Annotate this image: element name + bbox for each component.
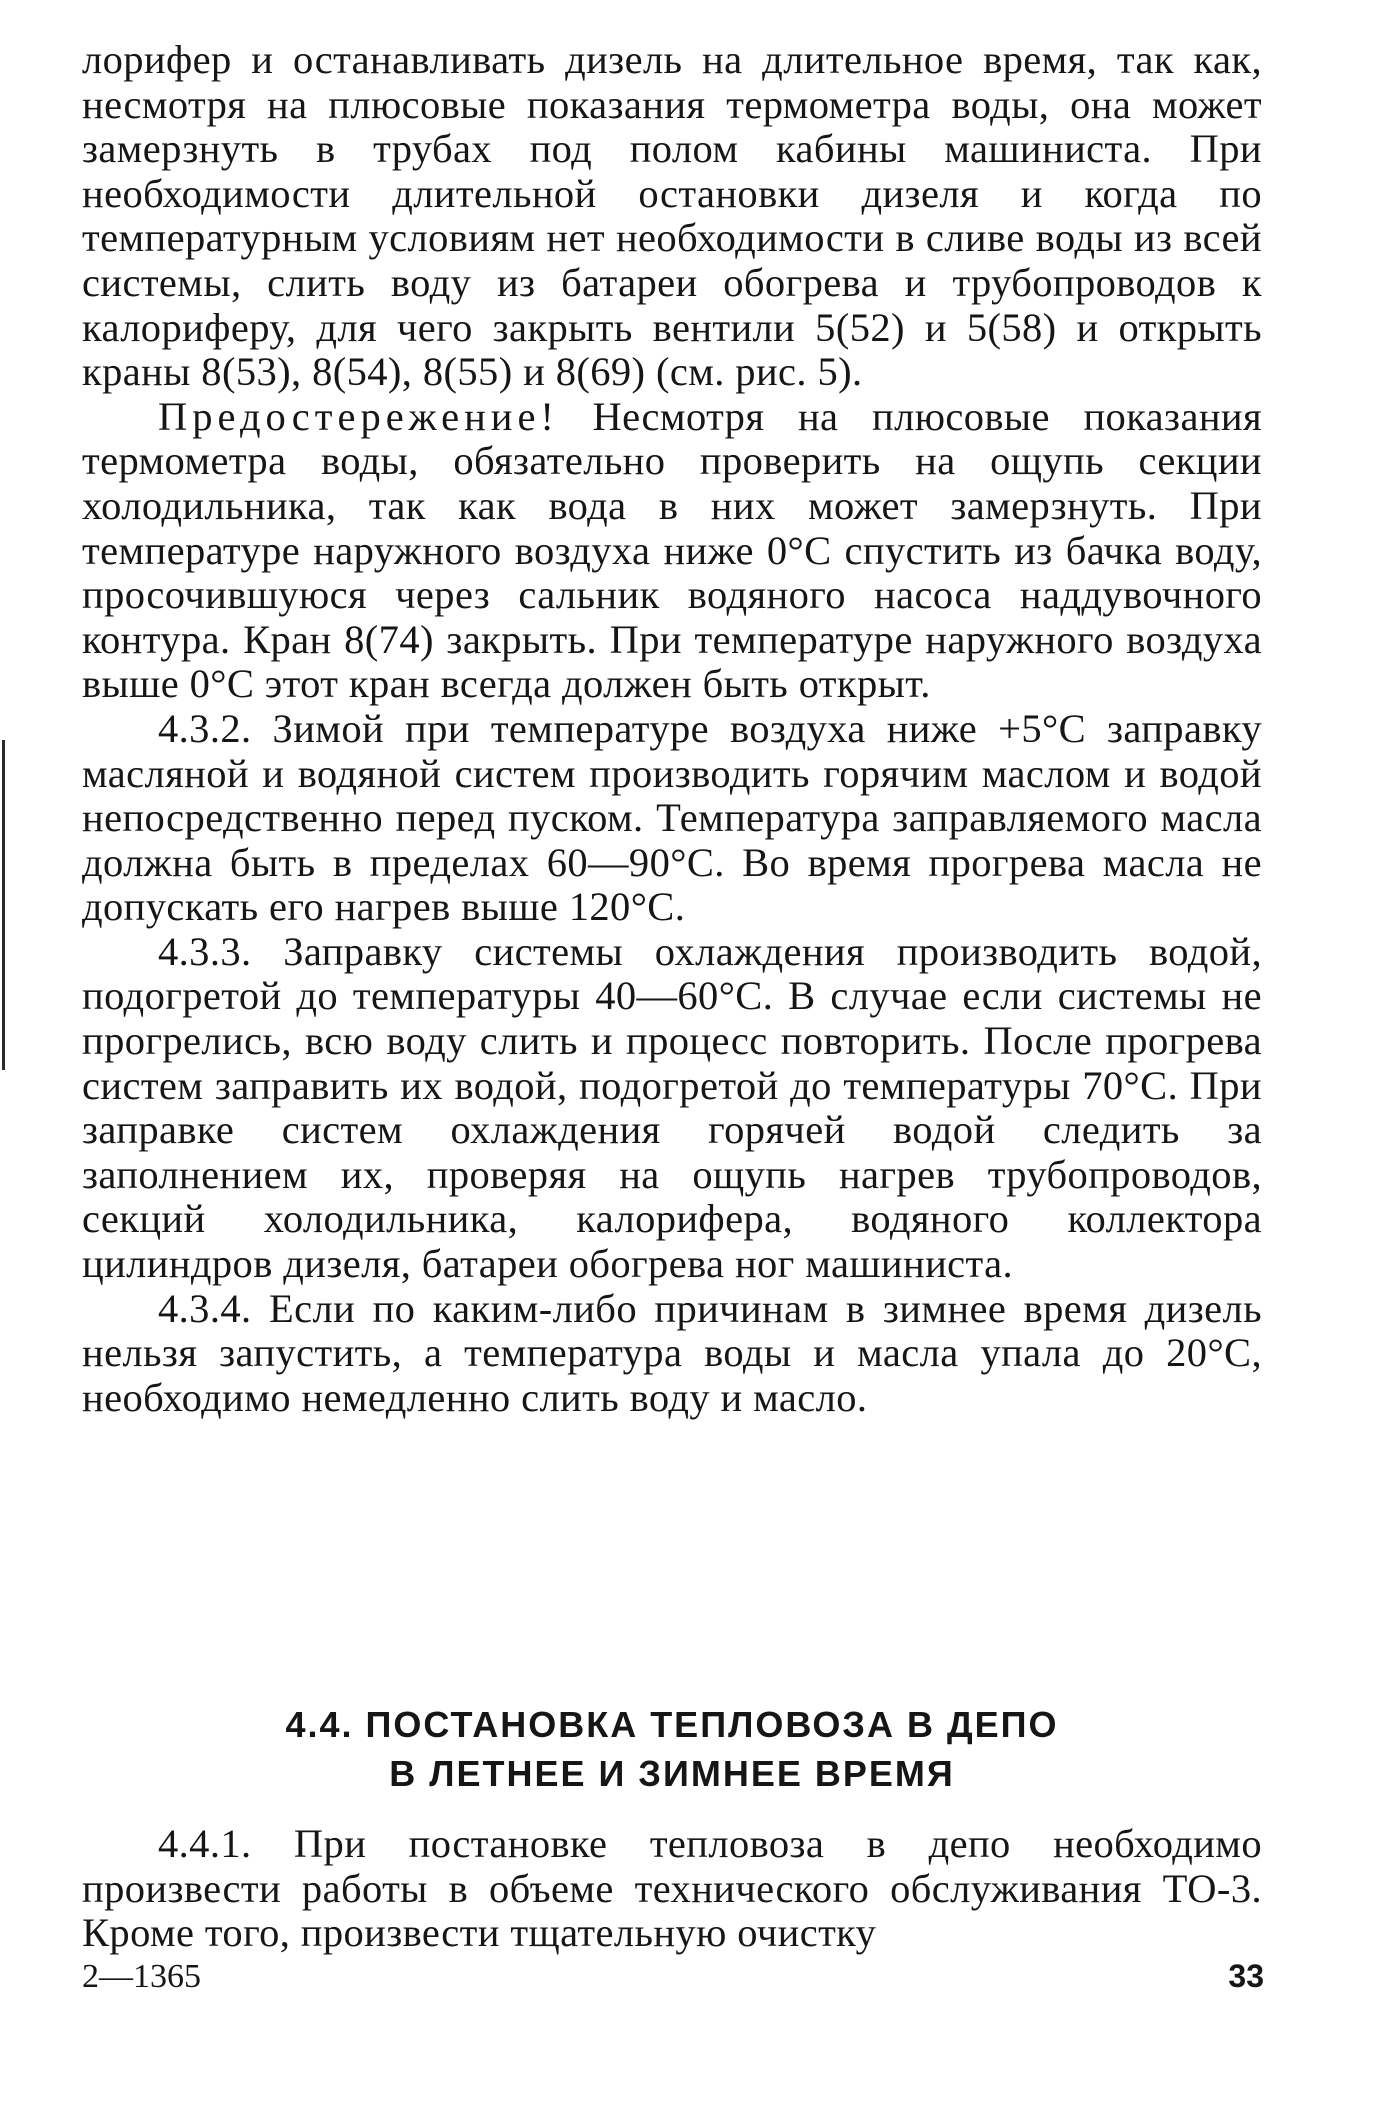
section-heading: [82, 1700, 1262, 1798]
paragraph-4-3-2: 4.3.2. Зимой при температуре воздуха ниже +5°С заправку масляной и водяной систем производить горячим маслом и водой непосредственно перед пуском. Температура заправляемого масла должна быть в пределах 60—90°С. Во время прогрева масла не допускать его нагрев выше 120°С.: [82, 705, 1262, 930]
paragraph-4-3-4: 4.3.4. Если по каким-либо причинам в зимнее время дизель нельзя запустить, а температура воды и масла упала до 20°С, необходимо немедленно слить воду и масло.: [82, 1285, 1262, 1420]
page-number: 33: [1228, 1958, 1264, 1994]
paragraph-draining: лорифер и останавливать дизель на длительное время, так как, несмотря на плюсовые показания термометра воды, она может замерзнуть в трубах под полом кабины машиниста. При необходимости длительной остановки дизеля и когда по температурным условиям нет необходимости в сливе воды из всей системы, слить воду из батареи обогрева и трубопроводов к калориферу, для чего закрыть вентили 5(52) и 5(58) и открыть краны 8(53), 8(54), 8(55) и 8(69) (см. рис. 5).: [82, 37, 1262, 395]
margin-scan-mark: [2, 740, 5, 1070]
paragraph-4-3-3: 4.3.3. Заправку системы охлаждения производить водой, подогретой до температуры 40—60°С. В случае если системы не прогрелись, всю воду слить и процесс повторить. После прогрева систем заправить их водой, подогретой до температуры 70°С. При заправке систем охлаждения горячей водой следить за заполнением их, проверяя на ощупь нагрев трубопроводов, секций холодильника, калорифера, водяного коллектора цилиндров дизеля, батареи обогрева ног машиниста.: [82, 928, 1262, 1287]
body-text-upper: [82, 38, 1262, 1420]
paragraph-warning: [82, 395, 1262, 707]
body-text-lower: [82, 1822, 1262, 1956]
warning-text: Несмотря на плюсовые показания термометра воды, обязательно проверить на ощупь секции холодильника, так как вода в них может замерзнуть. При температуре наружного воздуха ниже 0°С спустить из бачка воду, просочившуюся через сальник водяного насоса наддувочного контура. Кран 8(74) закрыть. При температуре наружного воздуха выше 0°С этот кран всегда должен быть открыт.: [82, 393, 1262, 707]
warning-lead: Предостережение!: [158, 393, 559, 439]
paragraph-4-4-1: 4.4.1. При постановке тепловоза в депо необходимо произвести работы в объеме технического обслуживания ТО-3. Кроме того, произвести тщательную очистку: [82, 1821, 1262, 1956]
section-heading-line-1: 4.4. ПОСТАНОВКА ТЕПЛОВОЗА В ДЕПО: [285, 1704, 1059, 1745]
printer-signature: 2—1365: [82, 1958, 201, 1995]
section-heading-line-2: В ЛЕТНЕЕ И ЗИМНЕЕ ВРЕМЯ: [389, 1753, 955, 1794]
